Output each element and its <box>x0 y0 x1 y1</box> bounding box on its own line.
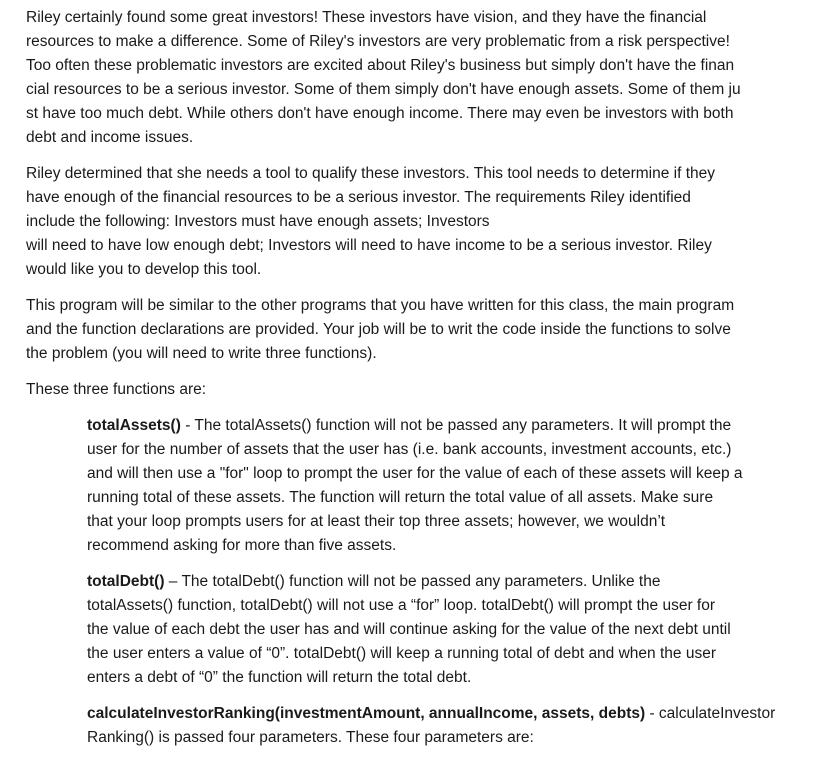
text-line: These three functions are: <box>26 381 207 398</box>
text-line: will need to have low enough debt; Investors will need to have income to be a serious investor. Riley <box>26 237 712 254</box>
text-line <box>87 702 813 726</box>
text-line: cial resources to be a serious investor. Some of them simply don't have enough assets. Some of them ju <box>26 81 741 98</box>
text-line: Ranking() is passed four parameters. These four parameters are: <box>87 729 534 746</box>
function-description: - The totalAssets() function will not be passed any parameters. It will prompt the <box>180 417 732 434</box>
function-description: – The totalDebt() function will not be passed any parameters. Unlike the <box>164 573 661 590</box>
text-line: Riley determined that she needs a tool to qualify these investors. This tool needs to determine if they <box>26 165 715 182</box>
text-line: debt and income issues. <box>26 129 194 146</box>
text-line: and will then use a "for" loop to prompt the user for the value of each of these assets will keep a <box>87 465 743 482</box>
text-line: and the function declarations are provided. Your job will be to writ the code inside the functions to solve <box>26 321 731 338</box>
text-line: include the following: Investors must have enough assets; Investors <box>26 213 490 230</box>
text-line: totalAssets() function, totalDebt() will not use a “for” loop. totalDebt() will prompt the user for <box>87 597 715 614</box>
function-name: calculateInvestorRanking(investmentAmount, annualIncome, assets, debts) <box>87 705 646 722</box>
text-line: st have too much debt. While others don't have enough income. There may even be investors with both <box>26 105 734 122</box>
function-calculate-investor-ranking <box>26 702 813 750</box>
text-line: the value of each debt the user has and will continue asking for the value of the next debt until <box>87 621 731 638</box>
text-line: the problem (you will need to write three functions). <box>26 345 377 362</box>
text-line: resources to make a difference. Some of Riley's investors are very problematic from a risk perspective! <box>26 33 730 50</box>
text-line: Too often these problematic investors are excited about Riley's business but simply don't have the finan <box>26 57 735 74</box>
paragraph-program-description <box>26 294 813 366</box>
paragraph-functions-intro <box>26 378 813 402</box>
function-description: - calculateInvestor <box>645 705 776 722</box>
text-line: running total of these assets. The function will return the total value of all assets. Make sure <box>87 489 714 506</box>
text-line: would like you to develop this tool. <box>26 261 262 278</box>
text-line: the user enters a value of “0”. totalDebt() will keep a running total of debt and when the user <box>87 645 716 662</box>
text-line <box>87 570 813 594</box>
function-total-assets <box>26 414 813 558</box>
function-name: totalAssets() <box>87 417 181 434</box>
text-line: Riley certainly found some great investors! These investors have vision, and they have the financial <box>26 9 707 26</box>
text-line: recommend asking for more than five assets. <box>87 537 397 554</box>
text-line: that your loop prompts users for at least their top three assets; however, we wouldn’t <box>87 513 666 530</box>
paragraph-intro <box>26 6 813 150</box>
text-line: user for the number of assets that the user has (i.e. bank accounts, investment accounts, etc.) <box>87 441 732 458</box>
text-line: have enough of the financial resources to be a serious investor. The requirements Riley identified <box>26 189 691 206</box>
text-line: enters a debt of “0” the function will return the total debt. <box>87 669 472 686</box>
function-total-debt <box>26 570 813 690</box>
function-name: totalDebt() <box>87 573 165 590</box>
text-line <box>87 414 813 438</box>
text-line: This program will be similar to the other programs that you have written for this class, the main program <box>26 297 735 314</box>
paragraph-tool-requirements <box>26 162 813 282</box>
